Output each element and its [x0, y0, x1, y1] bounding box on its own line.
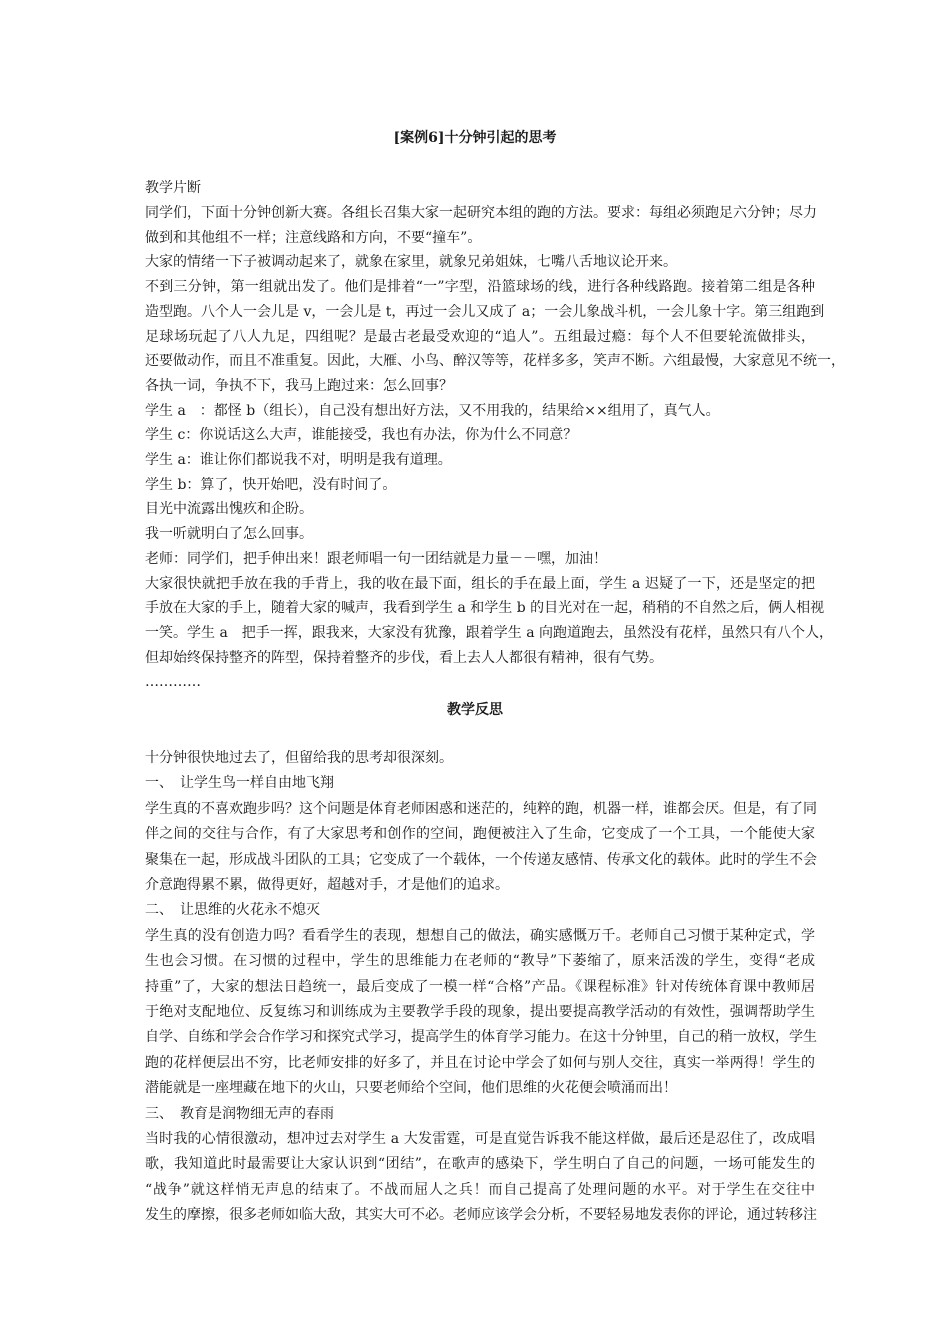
narrative-line: 学生 a ：都怪 b（组长），自己没有想出好方法，又不用我的，结果给××组用了，真气人。	[145, 402, 720, 419]
reflection-line: 当时我的心情很激动，想冲过去对学生 a 大发雷霆，可是直觉告诉我不能这样做，最后还是忍住了，改成唱	[145, 1131, 815, 1147]
reflection-line: 于绝对支配地位、反复练习和训练成为主要教学手段的现象，提出要提高教学活动的有效性，强调帮助学生	[145, 1004, 815, 1020]
intro-label: 教学片断	[145, 180, 201, 196]
narrative-line: 手放在大家的手上，随着大家的喊声，我看到学生 a 和学生 b 的目光对在一起，稍稍的不自然之后，俩人相视	[145, 600, 825, 617]
reflection-line: 聚集在一起，形成战斗团队的工具；它变成了一个载体，一个传递友感情、传承文化的载体。此时的学生不会	[145, 851, 817, 868]
narrative-line: 足球场玩起了八人九足，四组呢？是最古老最受欢迎的“追人”。五组最过瘾：每个人不但要轮流做排头，	[145, 328, 815, 345]
narrative-line: 造型跑。八个人一会儿是 v，一会儿是 t，再过一会儿又成了 a；一会儿象战斗机，一会儿象十字。第三组跑到	[145, 303, 825, 320]
reflection-line: 十分钟很快地过去了，但留给我的思考却很深刻。	[145, 750, 453, 766]
narrative-line: 各执一词，争执不下，我马上跑过来：怎么回事？	[145, 377, 453, 394]
reflection-line: 三、 教育是润物细无声的春雨	[145, 1105, 334, 1122]
reflection-line: 歌，我知道此时最需要让大家认识到“团结”，在歌声的感染下，学生明白了自己的问题，一场可能发生的	[145, 1156, 815, 1173]
narrative-line: 大家很快就把手放在我的手背上，我的收在最下面，组长的手在最上面，学生 a 迟疑了一下，还是坚定的把	[145, 575, 815, 592]
narrative-line: 学生 b：算了，快开始吧，没有时间了。	[145, 476, 397, 493]
reflection-line: 学生真的没有创造力吗？看看学生的表现，想想自己的做法，确实感慨万千。老师自己习惯于某种定式，学	[145, 927, 815, 944]
narrative-line: 同学们，下面十分钟创新大赛。各组长召集大家一起研究本组的跑的方法。要求：每组必须跑足六分钟；尽力	[145, 205, 817, 221]
reflection-line: 二、 让思维的火花永不熄灭	[145, 902, 320, 919]
reflection-line: 发生的摩擦，很多老师如临大敌，其实大可不必。老师应该学会分析，不要轻易地发表你的评论，通过转移注	[145, 1207, 817, 1224]
document-title: [案例6]十分钟引起的思考	[393, 130, 557, 146]
narrative-line: 一笑。学生 a 把手一挥，跟我来，大家没有犹豫，跟着学生 a 向跑道跑去，虽然没有花样，虽然只有八个人，	[145, 624, 834, 641]
reflection-line: 学生真的不喜欢跑步吗？这个问题是体育老师困惑和迷茫的，纯粹的跑，机器一样，谁都会厌。但是，有了同	[145, 800, 817, 817]
section-title: 教学反思	[447, 702, 503, 718]
reflection-line: 潜能就是一座埋藏在地下的火山，只要老师给个空间，他们思维的火花便会喷涌而出！	[145, 1080, 677, 1097]
narrative-line: 老师：同学们，把手伸出来！跟老师唱一句一团结就是力量－－嘿，加油！	[145, 550, 607, 567]
narrative-line: 大家的情绪一下子被调动起来了，就象在家里，就象兄弟姐妹，七嘴八舌地议论开来。	[145, 254, 677, 271]
reflection-line: 介意跑得累不累，做得更好，超越对手，才是他们的追求。	[145, 877, 509, 893]
reflection-line: 伴之间的交往与合作，有了大家思考和创作的空间，跑便被注入了生命，它变成了一个工具，一个能使大家	[145, 826, 815, 843]
reflection-line: 自学、自练和学会合作学习和探究式学习，提高学生的体育学习能力。在这十分钟里，自己的稍一放权，学生	[145, 1029, 817, 1046]
reflection-line: 生也会习惯。在习惯的过程中，学生的思维能力在老师的“教导”下萎缩了，原来活泼的学生，变得“老成	[145, 953, 815, 970]
narrative-line: 学生 a：谁让你们都说我不对，明明是我有道理。	[145, 452, 452, 468]
narrative-line: 我一听就明白了怎么回事。	[145, 526, 313, 543]
narrative-line: 还要做动作，而且不准重复。因此，大雁、小鸟、醉汉等等，花样多多，笑声不断。六组最慢，大家意见不统一，	[145, 353, 845, 370]
narrative-line: 不到三分钟，第一组就出发了。他们是排着“一”字型，沿篮球场的线，进行各种线路跑。接着第二组是各种	[145, 279, 815, 296]
narrative-line: 但却始终保持整齐的阵型，保持着整齐的步伐，看上去人人都很有精神，很有气势。	[145, 649, 663, 666]
narrative-line: 学生 c：你说话这么大声，谁能接受，我也有办法，你为什么不同意？	[145, 427, 578, 444]
narrative-line: …………	[145, 674, 201, 691]
reflection-line: “战争”就这样悄无声息的结束了。不战而屈人之兵！而自己提高了处理问题的水平。对于学生在交往中	[145, 1181, 815, 1198]
narrative-line: 做到和其他组不一样；注意线路和方向，不要“撞车”。	[145, 229, 482, 246]
reflection-line: 一、 让学生鸟一样自由地飞翔	[145, 775, 334, 792]
reflection-line: 跑的花样便层出不穷，比老师安排的好多了，并且在讨论中学会了如何与别人交往，真实一举两得！学生的	[145, 1054, 815, 1071]
narrative-line: 目光中流露出愧疚和企盼。	[145, 501, 313, 518]
reflection-line: 持重”了，大家的想法日趋统一，最后变成了一模一样“合格”产品。《课程标准》针对传统体育课中教师居	[145, 978, 815, 995]
